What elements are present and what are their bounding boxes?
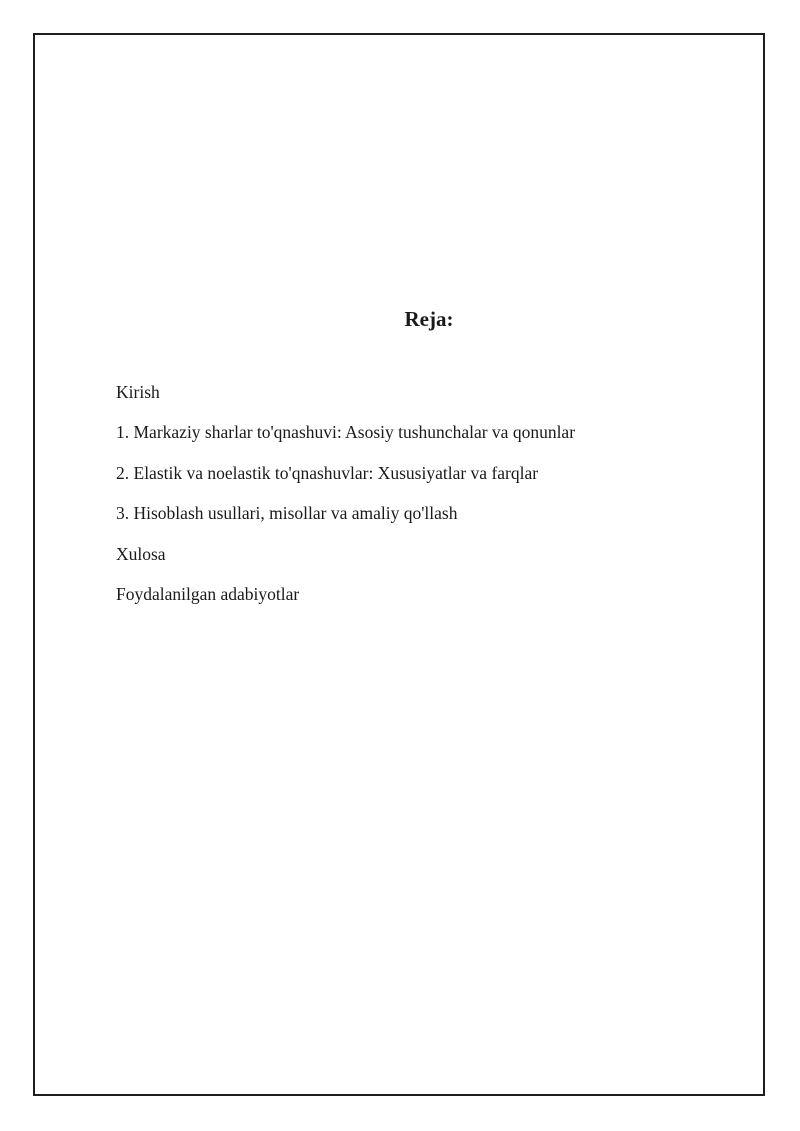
plan-item-references: Foydalanilgan adabiyotlar (116, 583, 300, 604)
plan-item-chapter-2: 2. Elastik va noelastik to'qnashuvlar: Xususiyatlar va farqlar (116, 462, 539, 483)
plan-list (116, 382, 575, 624)
page-title: Reja: (404, 307, 454, 331)
plan-item-introduction: Kirish (116, 382, 160, 402)
plan-item-chapter-1: 1. Markaziy sharlar to'qnashuvi: Asosiy tushunchalar va qonunlar (116, 422, 576, 443)
plan-item-chapter-3: 3. Hisoblash usullari, misollar va amaliy qo'llash (116, 503, 458, 524)
page-frame (33, 33, 765, 1096)
plan-item-conclusion: Xulosa (116, 543, 166, 564)
